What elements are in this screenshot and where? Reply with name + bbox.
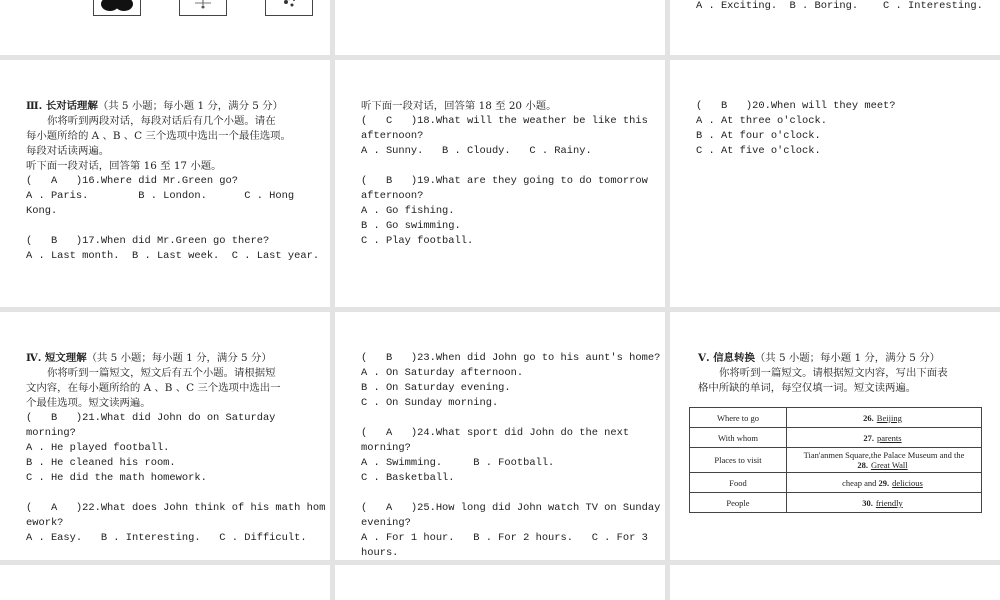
question-22: ( A )22.What does John think of his math hom: [26, 502, 326, 514]
panel-section3-left: [0, 60, 330, 307]
table-key-cell: With whom: [690, 428, 787, 448]
splash-icon: [266, 0, 312, 15]
question-22-options: A . Easy. B . Interesting. C . Difficult.: [26, 532, 307, 544]
table-value-cell: [787, 408, 982, 428]
table-value-cell: [787, 448, 982, 473]
question-19-option-a: A . Go fishing.: [361, 205, 455, 217]
table-row: [690, 448, 982, 473]
question-24-cont: morning?: [361, 442, 411, 454]
question-18-options: A . Sunny. B . Cloudy. C . Rainy.: [361, 145, 592, 157]
answer-text: Great Wall: [870, 460, 908, 470]
question-20-option-c: C . At five o'clock.: [696, 145, 821, 157]
question-options: A . Exciting. B . Boring. C . Interesting.: [696, 0, 983, 12]
option-image-b: [179, 0, 227, 16]
panel-top-middle: [335, 0, 665, 55]
question-23-option-b: B . On Saturday evening.: [361, 382, 511, 394]
info-table: [689, 407, 982, 513]
section-meta: （共 5 小题；每小题 1 分，满分 5 分）: [97, 100, 283, 112]
table-value-cell: [787, 428, 982, 448]
blank-number: 29.: [878, 477, 890, 488]
blank-number: 30.: [862, 497, 873, 508]
instruction-line: 你将听到一篇短文，短文后有五个小题。请根据短: [47, 367, 276, 379]
panel-section4-left: [0, 312, 330, 560]
question-17: ( B )17.When did Mr.Green go there?: [26, 235, 270, 247]
instruction-line: 文内容，在每小题所给的 A 、B 、C 三个选项中选出一: [26, 382, 281, 394]
panel-bottom-right: [670, 565, 1000, 600]
section-meta: （共 5 小题；每小题 1 分，满分 5 分）: [754, 352, 940, 364]
instruction-line: 你将听到两段对话，每段对话后有几个小题。请在: [47, 115, 276, 127]
table-key-cell: People: [690, 493, 787, 513]
question-20-option-b: B . At four o'clock.: [696, 130, 821, 142]
question-23-option-a: A . On Saturday afternoon.: [361, 367, 524, 379]
question-23: ( B )23.When did John go to his aunt's home?: [361, 352, 661, 364]
question-19-option-b: B . Go swimming.: [361, 220, 461, 232]
instruction-line: 每小题所给的 A 、B 、C 三个选项中选出一个最佳选项。: [26, 130, 291, 142]
question-17-options: A . Last month. B . Last week. C . Last year.: [26, 250, 320, 262]
panel-section4-middle: [335, 312, 665, 560]
question-20: ( B )20.When will they meet?: [696, 100, 896, 112]
answer-text: Beijing: [876, 412, 902, 423]
value-prefix: cheap and: [842, 477, 877, 488]
section-title: Ⅴ. 信息转换: [698, 352, 755, 364]
sparkle-icon: [180, 0, 226, 15]
panel-top-right: [670, 0, 1000, 55]
dialogue-intro: 听下面一段对话，回答第 18 至 20 小题。: [361, 100, 557, 112]
table-value-cell: [787, 473, 982, 493]
panel-section3-middle: [335, 60, 665, 307]
question-19-option-c: C . Play football.: [361, 235, 474, 247]
instruction-line: 你将听到一篇短文。请根据短文内容，写出下面表: [719, 367, 948, 379]
panel-top-left: [0, 0, 330, 55]
value-prefix: Tian'anmen Square,the Palace Museum and the: [803, 450, 965, 460]
blank-number: 28.: [857, 460, 868, 470]
table-key-cell: Food: [690, 473, 787, 493]
panel-bottom-left: [0, 565, 330, 600]
question-21: ( B )21.What did John do on Saturday morning?: [26, 412, 282, 439]
answer-text: friendly: [875, 497, 903, 508]
instruction-line: 格中所缺的单词，每空仅填一词。短文读两遍。: [698, 382, 917, 394]
question-16-options: A . Paris. B . London. C . Hong Kong.: [26, 190, 301, 217]
section-title: Ⅳ. 短文理解: [26, 352, 87, 364]
question-21-option-a: A . He played football.: [26, 442, 170, 454]
question-18: ( C )18.What will the weather be like this: [361, 115, 648, 127]
dialogue-intro: 听下面一段对话，回答第 16 至 17 小题。: [26, 160, 222, 172]
question-22-cont: ework?: [26, 517, 64, 529]
question-25-cont: evening?: [361, 517, 411, 529]
table-key-cell: Where to go: [690, 408, 787, 428]
section-meta: （共 5 小题；每小题 1 分，满分 5 分）: [86, 352, 272, 364]
instruction-line: 每段对话读两遍。: [26, 145, 110, 157]
question-24-options-ab: A . Swimming. B . Football.: [361, 457, 555, 469]
blank-number: 27.: [863, 432, 875, 443]
panel-bottom-middle: [335, 565, 665, 600]
question-23-option-c: C . On Sunday morning.: [361, 397, 499, 409]
question-19-cont: afternoon?: [361, 190, 424, 202]
question-19: ( B )19.What are they going to do tomorrow: [361, 175, 648, 187]
table-row: [690, 408, 982, 428]
question-20-option-a: A . At three o'clock.: [696, 115, 827, 127]
table-value-cell: [787, 493, 982, 513]
question-24-option-c: C . Basketball.: [361, 472, 455, 484]
question-25-options: A . For 1 hour. B . For 2 hours. C . For 3: [361, 532, 648, 544]
question-25: ( A )25.How long did John watch TV on Sunday: [361, 502, 661, 514]
table-row: [690, 473, 982, 493]
table-key-cell: Places to visit: [690, 448, 787, 473]
question-24: ( A )24.What sport did John do the next: [361, 427, 630, 439]
section-title: Ⅲ. 长对话理解: [26, 100, 98, 112]
question-18-cont: afternoon?: [361, 130, 424, 142]
answer-text: delicious: [892, 477, 923, 488]
option-image-a: [93, 0, 141, 16]
dark-blob-icon: [94, 0, 140, 15]
panel-section5: [670, 312, 1000, 560]
blank-number: 26.: [863, 412, 874, 423]
question-16: ( A )16.Where did Mr.Green go?: [26, 175, 239, 187]
table-row: [690, 428, 982, 448]
question-25-options-cont: hours.: [361, 547, 399, 559]
panel-section3-right: [670, 60, 1000, 307]
question-21-option-b: B . He cleaned his room.: [26, 457, 176, 469]
question-21-option-c: C . He did the math homework.: [26, 472, 207, 484]
table-row: [690, 493, 982, 513]
answer-text: parents: [877, 432, 902, 443]
option-image-c: [265, 0, 313, 16]
instruction-line: 个最佳选项。短文读两遍。: [26, 397, 151, 409]
